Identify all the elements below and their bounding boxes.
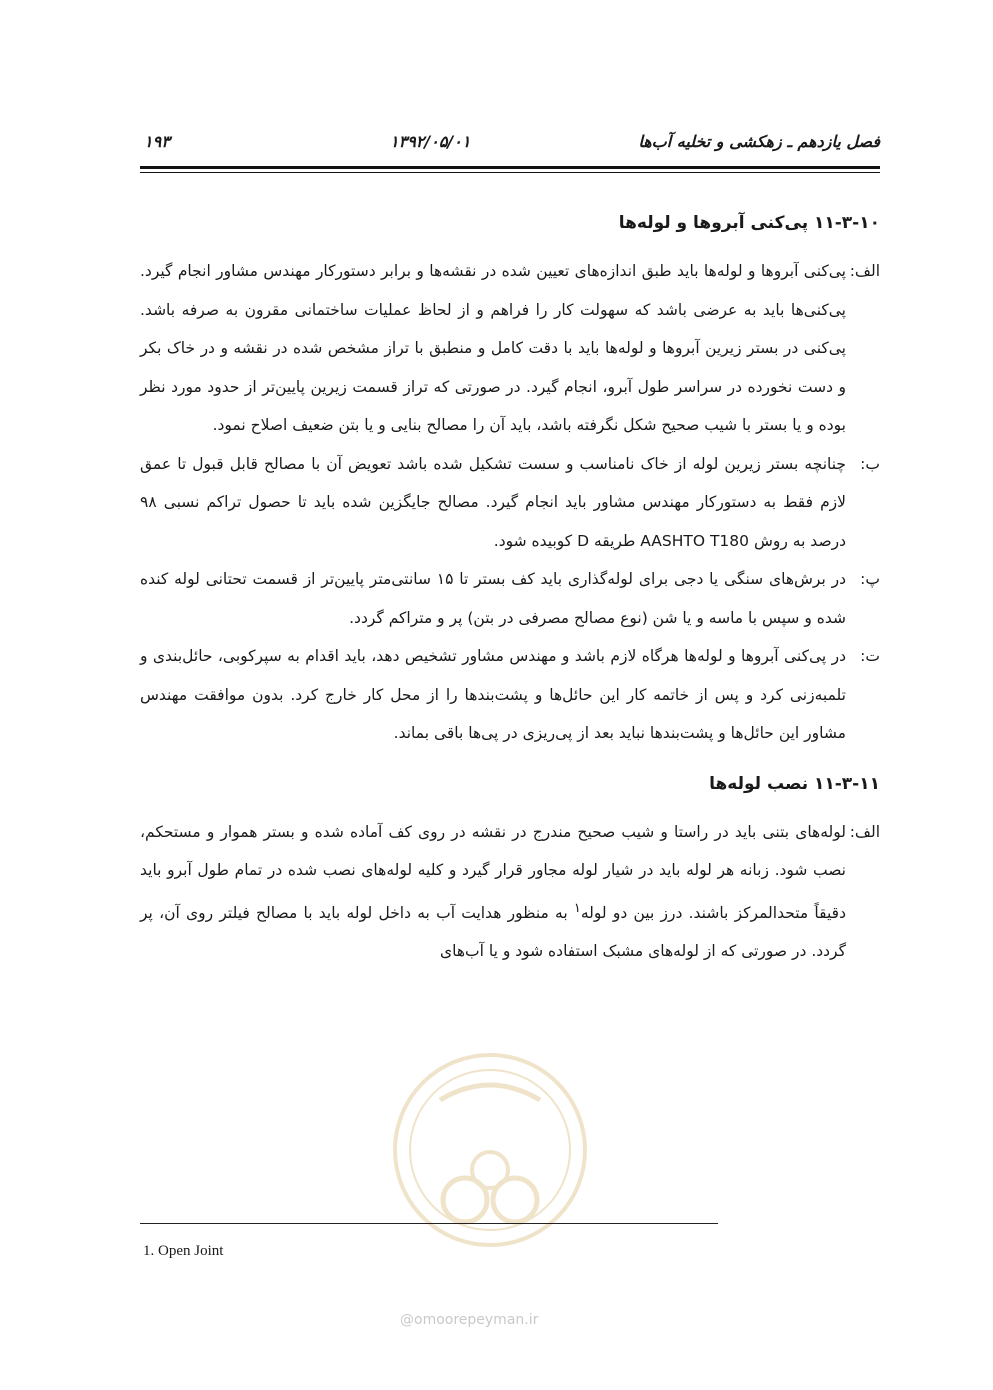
item-text-part: لوله‌های بتنی باید در راستا و شیب صحیح مندرج در نقشه در روی کف آماده شده و بستر هموار و مستحکم، نصب شود. زبانه هر لوله باید در شیار لوله مجاور قرار گیرد و کلیه لوله‌های نصب شده در تمام طول آبرو باید دقیقاً متحدالمرکز باشند. درز بین دو لوله [140,822,846,922]
section-heading: ۱۱-۳-۱۱ نصب لوله‌ها [709,773,880,794]
page-header [140,126,880,166]
item-text: پی‌کنی آبروها و لوله‌ها باید طبق اندازه‌های تعیین شده در نقشه‌ها و برابر دستورکار مهندس مشاور انجام گیرد. پی‌کنی‌ها باید به عرضی باشد که سهولت کار را فراهم و از لحاظ عملیات ساختمانی مقرون به صرفه باشد. پی‌کنی در بستر زیرین آبروها و لوله‌ها باید با دقت کامل و منطبق با تراز مشخص شده در نقشه و در خاک بکر و دست نخورده در سراسر طول آبرو، انجام گیرد. در صورتی که تراز قسمت زیرین پایین‌تر از حدود مورد نظر بوده و یا بستر با شیب صحیح شکل نگرفته باشد، باید آن را مصالح بنایی و یا بتن ضعیف اصلاح نمود. [140,262,846,434]
footnote-rule [140,1223,718,1224]
item-text-part: به منظور هدایت آب به داخل لوله باید با مصالح فیلتر روی آن، پر گردد. در صورتی که از لوله‌های مشبک استفاده شود و یا آب‌های [140,903,846,961]
item-label: الف: [849,822,880,841]
watermark-logo [385,1010,595,1310]
item-label: ت: [860,647,880,665]
list-item [140,637,880,753]
list-item [140,560,880,637]
list-item [140,445,880,561]
item-text: چنانچه بستر زیرین لوله از خاک نامناسب و سست تشکیل شده باشد تعویض آن با مصالح قابل قبول تا عمق لازم فقط به دستورکار مهندس مشاور باید انجام گیرد. مصالح جایگزین شده باید تا حصول تراکم نسبی ۹۸ درصد به روش AASHTO T180 طریقه D کوبیده شود. [140,454,846,550]
watermark-text: @omoorepeyman.ir [400,1312,539,1328]
section-heading: ۱۱-۳-۱۰ پی‌کنی آبروها و لوله‌ها [618,213,880,233]
item-label: پ: [860,570,880,588]
item-label: الف: [849,262,880,280]
footnote-marker: ۱ [573,900,581,916]
item-label: ب: [860,454,880,473]
page-body [140,208,880,971]
watermark-seal-icon [385,1010,595,1310]
footnote: 1. Open Joint [143,1243,224,1259]
page-number: ۱۹۳ [144,132,170,151]
item-text [140,813,846,971]
item-text: در پی‌کنی آبروها و لوله‌ها هرگاه لازم باشد و مهندس مشاور تشخیص دهد، باید اقدام به سپرکوبی، حائل‌بندی و تلمبه‌زنی کرد و پس از خاتمه کار این حائل‌ها و پشت‌بندها را از محل کار خارج کرد. بدون موافقت مهندس مشاور این حائل‌ها و پشت‌بندها نباید بعد از پی‌ریزی در پی‌ها باقی بماند. [140,647,846,742]
list-item [140,813,880,971]
item-text: در برش‌های سنگی یا دجی برای لوله‌گذاری باید کف بستر تا ۱۵ سانتی‌متر پایین‌تر از قسمت تحتانی لوله کنده شده و سپس با ماسه و یا شن (نوع مصالح مصرفی در بتن) پر و متراکم گردد. [140,570,846,627]
header-date: ۱۳۹۲/۰۵/۰۱ [390,132,471,151]
chapter-title: فصل یازدهم ـ زهکشی و تخلیه آب‌ها [638,132,880,151]
list-item [140,252,880,445]
header-rule-thin [140,172,880,173]
header-rule-thick [140,166,880,169]
